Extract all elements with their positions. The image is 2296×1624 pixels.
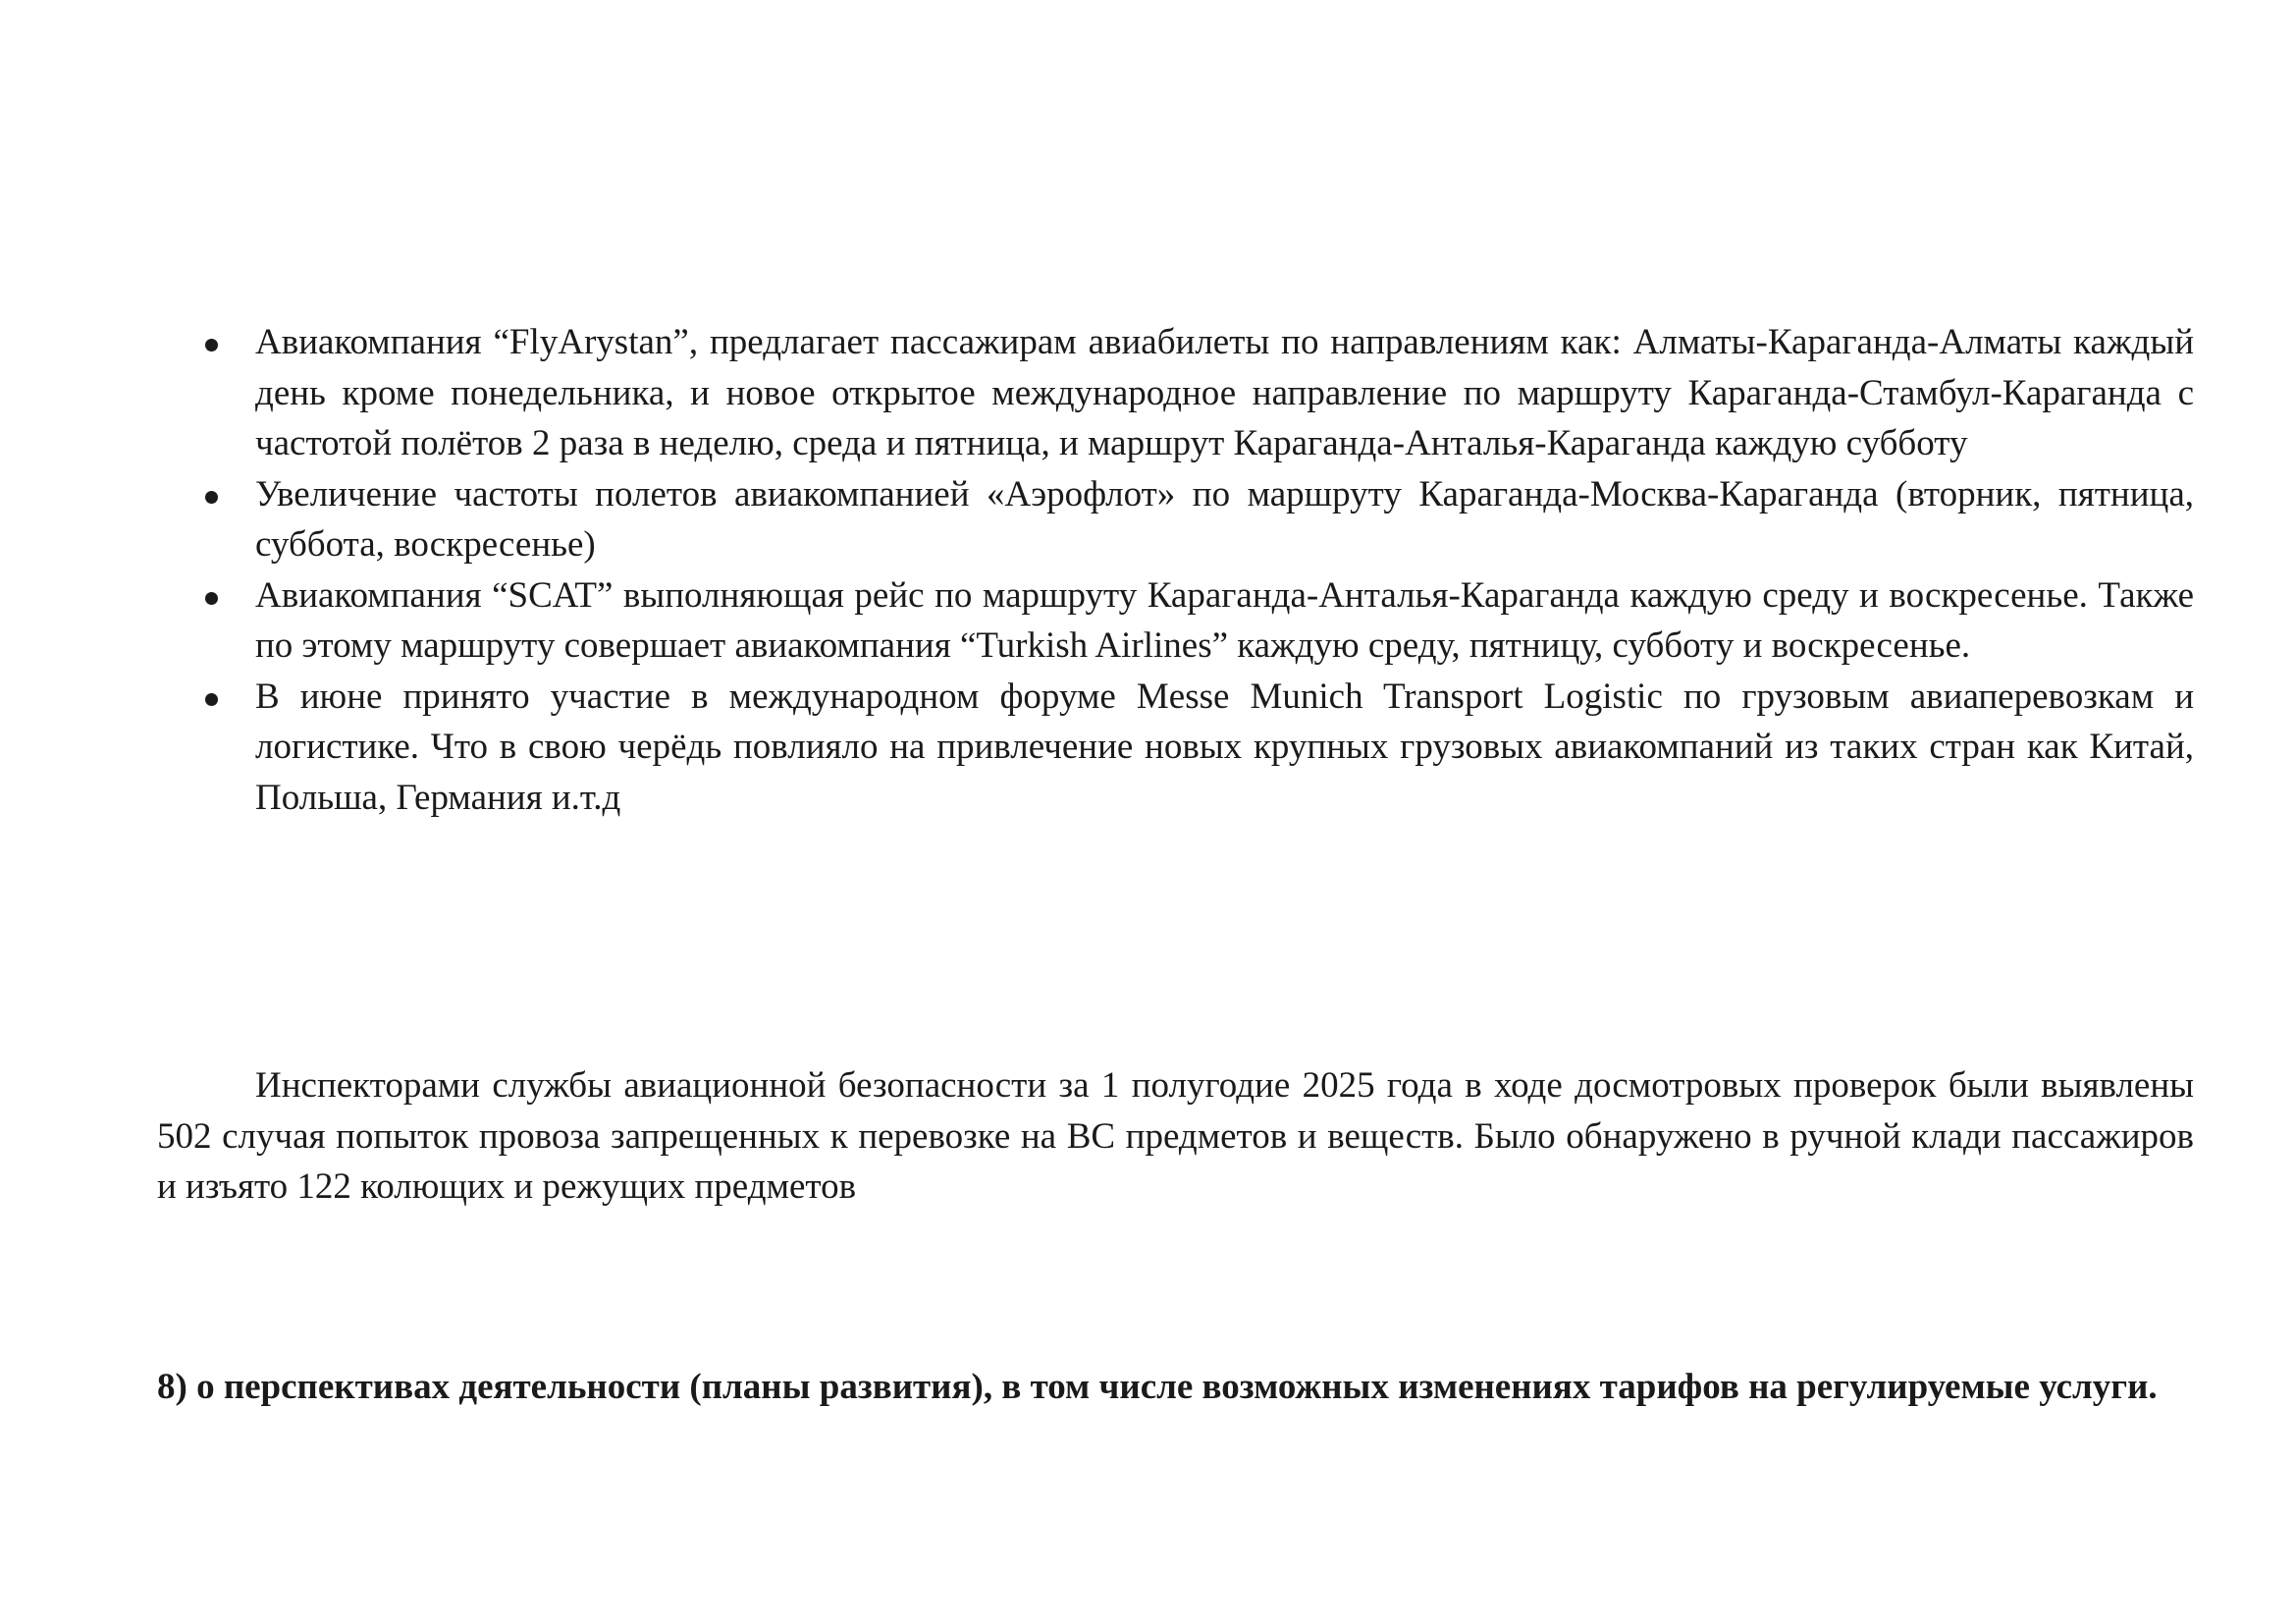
bullet-icon bbox=[205, 592, 218, 605]
bullet-text: Авиакомпания “SCAT” выполняющая рейс по маршруту Караганда-Анталья-Караганда каждую среду и воскресенье. Также по этому маршруту совершает авиакомпания “Turkish Airlines” каждую среду, пятницу, субботу и воскресенье. bbox=[255, 574, 2194, 666]
security-paragraph: Инспекторами службы авиационной безопасности за 1 полугодие 2025 года в ходе досмотровых проверок были выявлены 502 случая попыток провоза запрещенных к перевозке на ВС предметов и веществ. Было обнаружено в ручной клади пассажиров и изъято 122 колющих и режущих предметов bbox=[157, 1065, 2194, 1207]
bullet-list bbox=[157, 317, 2194, 823]
bullet-text: В июне принято участие в международном форуме Messe Munich Transport Logistic по грузовым авиаперевозкам и логистике. Что в свою черёдь повлияло на привлечение новых крупных грузовых авиакомпаний из таких стран как Китай, Польша, Германия и.т.д bbox=[255, 676, 2194, 818]
bullet-icon bbox=[205, 491, 218, 504]
bullet-text: Увеличение частоты полетов авиакомпанией «Аэрофлот» по маршруту Караганда-Москва-Караганда (вторник, пятница, суббота, воскресенье) bbox=[255, 473, 2194, 565]
bullet-item-aeroflot bbox=[157, 469, 2194, 570]
bullet-item-forum bbox=[157, 672, 2194, 824]
bullet-icon bbox=[205, 339, 218, 352]
bullet-text: Авиакомпания “FlyArystan”, предлагает пассажирам авиабилеты по направлениям как: Алматы-Караганда-Алматы каждый день кроме понедельника, и новое открытое международное направление по маршруту Караганда-Стамбул-Караганда с частотой полётов 2 раза в неделю, среда и пятница, и маршрут Караганда-Анталья-Караганда каждую субботу bbox=[255, 322, 2194, 463]
section-heading: 8) о перспективах деятельности (планы развития), в том числе возможных изменениях тарифов на регулируемые услуги. bbox=[157, 1367, 2158, 1407]
bullet-item-scat bbox=[157, 570, 2194, 672]
bullet-icon bbox=[205, 693, 218, 706]
bullet-item-flyarystan bbox=[157, 317, 2194, 469]
